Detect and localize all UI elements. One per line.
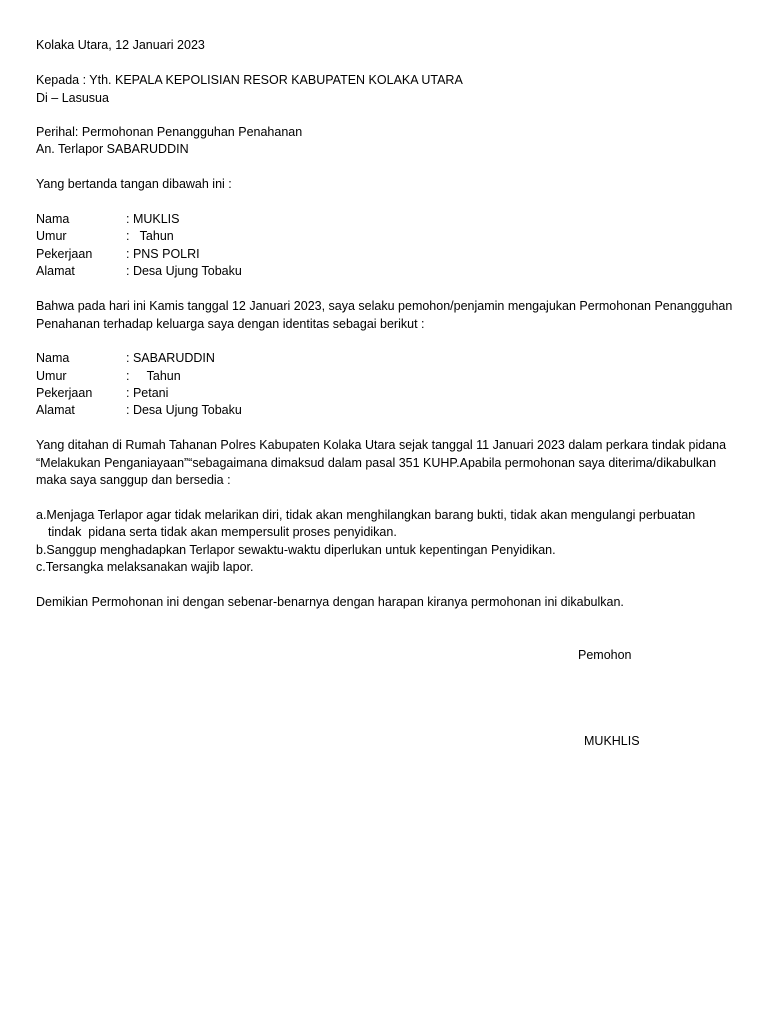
point-c: c.Tersangka melaksanakan wajib lapor. (36, 560, 254, 574)
applicant-address-row (36, 263, 242, 280)
field-label: Alamat (36, 403, 75, 417)
detainee-address-row (36, 402, 242, 419)
field-value: : Tahun (126, 229, 174, 243)
field-label: Umur (36, 229, 67, 243)
subject-line: Perihal: Permohonan Penangguhan Penahanan (36, 125, 303, 139)
field-label: Umur (36, 369, 67, 383)
paragraph-2-line-2: “Melakukan Penganiayaan”“sebagaimana dimaksud dalam pasal 351 KUHP.Apabila permohonan saya diterima/dikabulkan (36, 456, 717, 470)
point-a-line-2: tindak pidana serta tidak akan mempersulit proses penyidikan. (48, 525, 397, 539)
signature-name: MUKHLIS (584, 734, 640, 748)
field-label: Alamat (36, 264, 75, 278)
paragraph-1-line-2: Penahanan terhadap keluarga saya dengan identitas sebagai berikut : (36, 317, 425, 331)
field-value: : PNS POLRI (126, 247, 200, 261)
place-date: Kolaka Utara, 12 Januari 2023 (36, 38, 205, 52)
field-value: : Desa Ujung Tobaku (126, 264, 242, 278)
closing-sentence: Demikian Permohonan ini dengan sebenar-benarnya dengan harapan kiranya permohonan ini dikabulkan. (36, 595, 624, 609)
field-value: : Desa Ujung Tobaku (126, 403, 242, 417)
field-label: Nama (36, 351, 70, 365)
field-label: Nama (36, 212, 70, 226)
paragraph-1-line-1: Bahwa pada hari ini Kamis tanggal 12 Januari 2023, saya selaku pemohon/penjamin mengajukan Permohonan Penangguhan (36, 299, 733, 313)
field-value: : SABARUDDIN (126, 351, 215, 365)
field-label: Pekerjaan (36, 247, 93, 261)
field-value: : Petani (126, 386, 169, 400)
applicant-occupation-row (36, 246, 200, 263)
field-value: : Tahun (126, 369, 181, 383)
on-behalf-line: An. Terlapor SABARUDDIN (36, 142, 189, 156)
point-b: b.Sanggup menghadapkan Terlapor sewaktu-waktu diperlukan untuk kepentingan Penyidikan. (36, 543, 556, 557)
point-a-line-1: a.Menjaga Terlapor agar tidak melarikan diri, tidak akan menghilangkan barang bukti, tidak akan mengulangi perbuatan (36, 508, 696, 522)
detainee-occupation-row (36, 385, 168, 402)
detainee-name-row (36, 350, 215, 367)
paragraph-2-line-3: maka saya sanggup dan bersedia : (36, 473, 231, 487)
recipient-location: Di – Lasusua (36, 91, 109, 105)
intro-line: Yang bertanda tangan dibawah ini : (36, 177, 232, 191)
signature-title: Pemohon (578, 648, 632, 662)
paragraph-2-line-1: Yang ditahan di Rumah Tahanan Polres Kabupaten Kolaka Utara sejak tanggal 11 Januari 2023 dalam perkara tindak pidana (36, 438, 727, 452)
detainee-age-row (36, 368, 181, 385)
applicant-name-row (36, 211, 180, 228)
field-label: Pekerjaan (36, 386, 93, 400)
applicant-age-row (36, 228, 174, 245)
recipient-line: Kepada : Yth. KEPALA KEPOLISIAN RESOR KABUPATEN KOLAKA UTARA (36, 73, 463, 87)
field-value: : MUKLIS (126, 212, 180, 226)
